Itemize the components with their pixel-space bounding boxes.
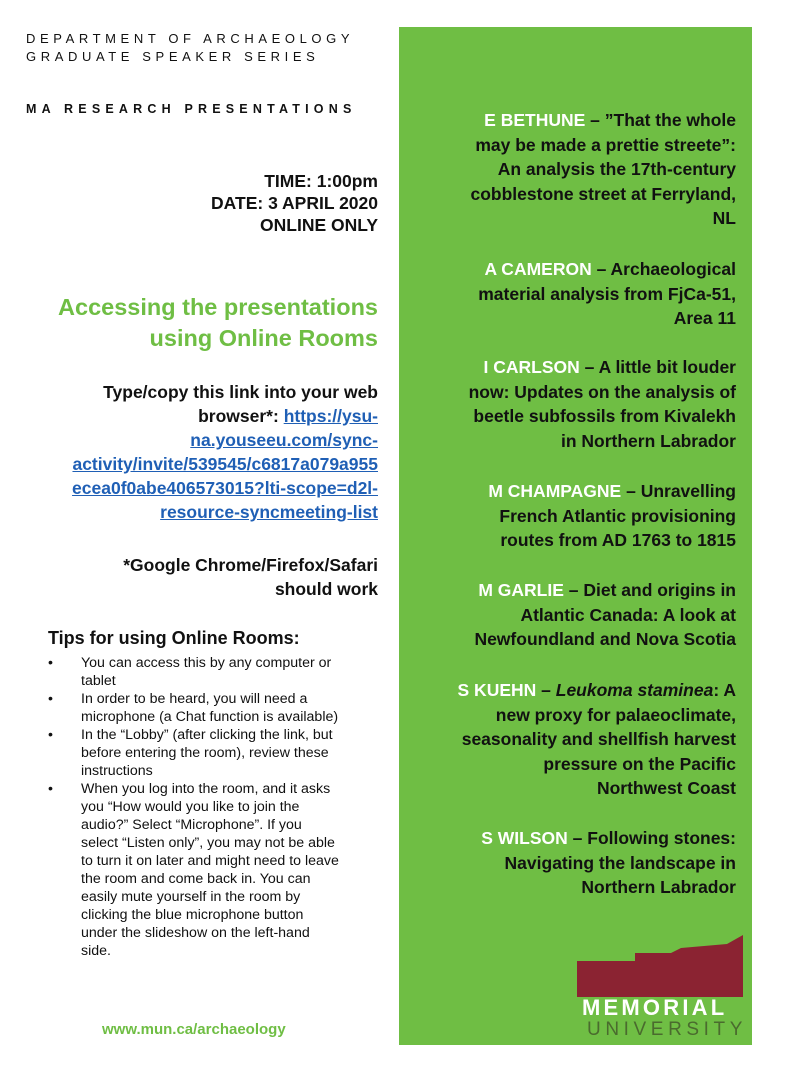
bullet-icon: •	[48, 655, 53, 671]
meeting-link[interactable]: activity/invite/539545/c6817a079a955	[72, 454, 378, 474]
meeting-link[interactable]: ecea0f0abe406573015?lti-scope=d2l-	[72, 478, 378, 498]
browser-note-line: *Google Chrome/Firefox/Safari	[123, 555, 378, 575]
tip-line: before entering the room), review these	[81, 745, 329, 761]
tip-line: In order to be heard, you will need a	[81, 691, 308, 707]
presentation-title: An analysis the 17th-century	[497, 159, 736, 179]
link-instructions	[8, 380, 378, 524]
tip-line: under the slideshow on the left-hand	[81, 925, 310, 941]
tip-line: to turn it on later and might need to leave	[81, 853, 339, 869]
separator-dash: –	[579, 357, 599, 377]
separator-dash: –	[536, 680, 556, 700]
separator-dash: –	[591, 259, 611, 279]
presentation-entry	[469, 355, 736, 453]
website-url[interactable]: www.mun.ca/archaeology	[102, 1021, 286, 1038]
separator-dash: –	[621, 481, 641, 501]
separator-dash: –	[567, 828, 588, 848]
presentation-line	[458, 678, 736, 703]
tip-item	[48, 780, 378, 960]
tip-line: You can access this by any computer or	[81, 655, 332, 671]
bullet-icon: •	[48, 781, 53, 797]
meeting-link[interactable]: na.youseeu.com/sync-	[190, 430, 378, 450]
presentation-entry	[458, 678, 736, 801]
tips-heading: Tips for using Online Rooms:	[48, 628, 300, 648]
tip-item	[48, 726, 378, 780]
presenter-name: S KUEHN	[457, 680, 537, 700]
presentation-title: Navigating the landscape in	[504, 852, 736, 873]
presentation-title: Diet and origins in	[583, 580, 736, 600]
presentation-entry	[471, 108, 737, 231]
department-header	[26, 30, 354, 66]
presentation-entry	[488, 479, 736, 553]
logo-wordmark-top: MEMORIAL	[582, 995, 728, 1020]
presentation-title: seasonality and shellfish harvest	[461, 729, 736, 749]
presenter-name: E BETHUNE	[484, 110, 586, 130]
series-name: GRADUATE SPEAKER SERIES	[26, 49, 320, 64]
presentation-title: material analysis from FjCa-51,	[478, 283, 736, 304]
event-details	[211, 170, 378, 236]
presentation-title: now: Updates on the analysis of	[468, 381, 736, 402]
tip-item	[48, 654, 378, 690]
presentation-line	[474, 578, 736, 603]
separator-dash: –	[585, 110, 605, 130]
bullet-icon: •	[48, 691, 53, 707]
tip-line: side.	[81, 943, 111, 959]
browser-note	[18, 553, 378, 601]
tip-line: tablet	[81, 673, 116, 689]
logo-wordmark-bottom: UNIVERSITY	[587, 1019, 748, 1040]
presentation-title: ”That the whole	[604, 110, 736, 130]
presentation-title: Archaeological	[610, 259, 736, 279]
presentation-line	[488, 479, 736, 504]
tip-line: microphone (a Chat function is available)	[81, 709, 339, 725]
presentation-title: in Northern Labrador	[560, 430, 736, 451]
presentation-title: : A	[713, 680, 736, 700]
presentation-line	[471, 108, 737, 133]
tips-list	[48, 654, 378, 960]
tip-line: In the “Lobby” (after clicking the link, but	[81, 727, 333, 743]
meeting-link[interactable]: https://ysu-	[283, 406, 378, 426]
event-mode: ONLINE ONLY	[260, 215, 378, 235]
presentation-title: cobblestone street at Ferryland,	[470, 183, 736, 204]
presentation-title: beetle subfossils from Kivalekh	[473, 406, 736, 426]
tip-line: easily mute yourself in the room by	[81, 889, 301, 905]
tip-item	[48, 690, 378, 726]
bullet-icon: •	[48, 727, 53, 743]
presentations-type: MA RESEARCH PRESENTATIONS	[26, 102, 357, 116]
presentation-entry	[481, 826, 736, 900]
presenter-name: M GARLIE	[478, 580, 564, 600]
presentation-entry	[474, 578, 736, 652]
presentation-title: Newfoundland and Nova Scotia	[474, 629, 736, 649]
presentation-title: Following stones:	[587, 828, 736, 848]
presentation-title: routes from AD 1763 to 1815	[500, 530, 736, 550]
tip-line: the room and come back in. You can	[81, 871, 311, 887]
access-heading	[0, 292, 378, 354]
browser-note-line: should work	[274, 579, 378, 599]
presentation-title: A little bit louder	[598, 357, 736, 377]
tip-line: clicking the blue microphone button	[81, 907, 304, 923]
event-time: TIME: 1:00pm	[264, 171, 378, 191]
presentation-title: Area 11	[673, 308, 736, 328]
tip-line: you “How would you like to join the	[81, 799, 300, 815]
presentation-title: Northwest Coast	[596, 778, 736, 798]
instruction-text: Type/copy this link into your web	[103, 382, 378, 402]
presentation-line	[481, 826, 736, 851]
presentation-title: French Atlantic provisioning	[499, 505, 736, 526]
department-name: DEPARTMENT OF ARCHAEOLOGY	[26, 31, 355, 46]
tip-line: audio?” Select “Microphone”. If you	[81, 817, 302, 833]
presentation-line	[469, 355, 736, 380]
tip-line: select “Listen only”, you may not be able	[81, 835, 335, 851]
instruction-text: browser*:	[198, 406, 279, 426]
presentation-entry	[478, 257, 736, 331]
access-heading-line: Accessing the presentations	[58, 294, 378, 320]
presenter-name: I CARLSON	[483, 357, 580, 377]
meeting-link[interactable]: resource-syncmeeting-list	[160, 502, 378, 522]
presentation-title: new proxy for palaeoclimate,	[495, 704, 736, 725]
presentation-title: may be made a prettie streete”:	[475, 134, 736, 155]
presentation-title: pressure on the Pacific	[543, 753, 736, 774]
presentation-title: Atlantic Canada: A look at	[520, 604, 736, 625]
presentation-title: Unravelling	[640, 481, 736, 501]
presentation-title: Northern Labrador	[581, 877, 736, 897]
access-heading-line: using Online Rooms	[149, 325, 378, 351]
presenter-name: A CAMERON	[484, 259, 592, 279]
tip-line: instructions	[81, 763, 153, 779]
presenter-name: S WILSON	[481, 828, 568, 848]
separator-dash: –	[563, 580, 584, 600]
university-logo-shape	[577, 935, 743, 997]
species-name: Leukoma staminea	[555, 680, 714, 700]
tip-line: When you log into the room, and it asks	[81, 781, 331, 797]
event-date: DATE: 3 APRIL 2020	[211, 193, 378, 213]
presentation-line	[478, 257, 736, 282]
presentation-title: NL	[712, 208, 736, 228]
presenter-name: M CHAMPAGNE	[488, 481, 622, 501]
